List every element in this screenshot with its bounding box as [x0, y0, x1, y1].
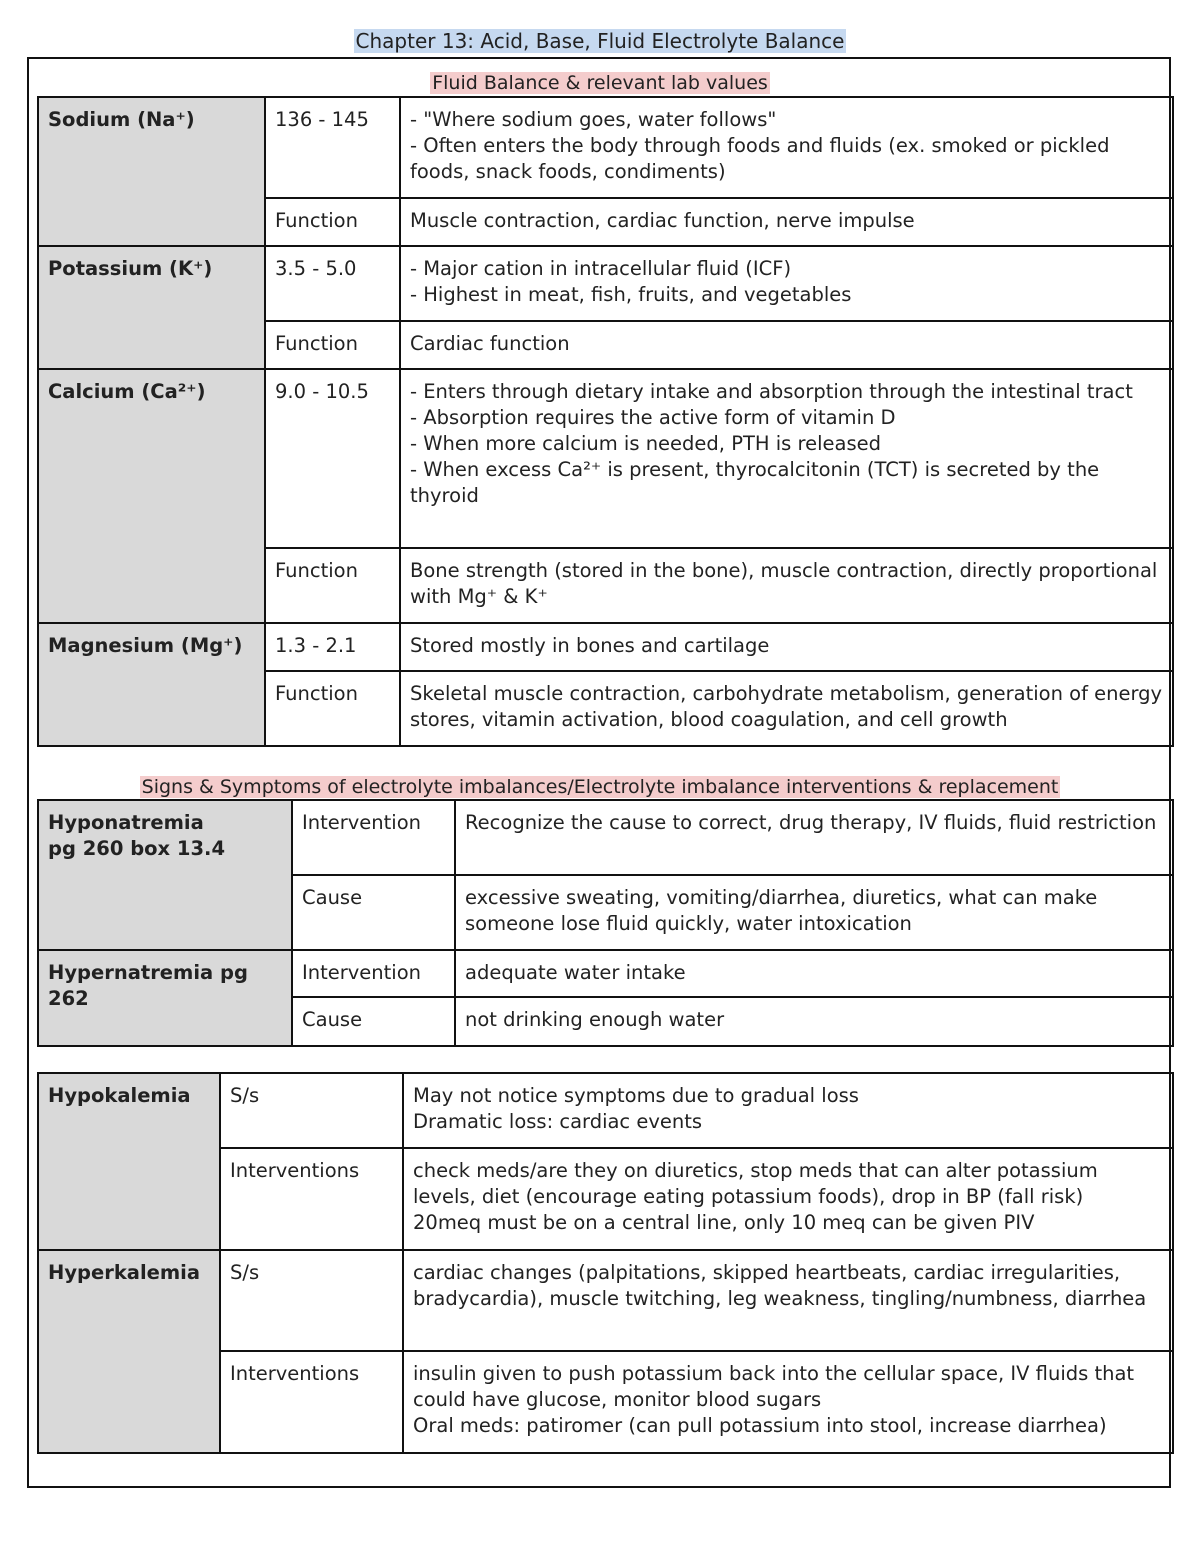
row-label: Cause: [292, 875, 455, 950]
description: - Major cation in intracellular fluid (ICF) - Highest in meat, fish, fruits, and vegetables: [400, 246, 1173, 321]
table-row: [38, 1250, 1173, 1351]
row-label: Intervention: [292, 800, 455, 875]
row-label: S/s: [220, 1073, 403, 1148]
description: - Enters through dietary intake and absorption through the intestinal tract - Absorption requires the active form of vitamin D - When more calcium is needed, PTH is released - When excess Ca²⁺ is present, thyrocalcitonin (TCT) is secreted by the thyroid: [400, 369, 1173, 548]
normal-range: 136 - 145: [265, 97, 400, 198]
condition-name: Hyperkalemia: [38, 1250, 220, 1453]
function-label: Function: [265, 671, 400, 746]
row-label: S/s: [220, 1250, 403, 1351]
function-text: Cardiac function: [400, 321, 1173, 369]
function-label: Function: [265, 321, 400, 369]
table-row: [38, 950, 1173, 997]
function-text: Bone strength (stored in the bone), muscle contraction, directly proportional with Mg⁺ & K⁺: [400, 548, 1173, 623]
electrolyte-name: Calcium (Ca²⁺): [38, 369, 265, 623]
condition-name: Hypokalemia: [38, 1073, 220, 1250]
electrolyte-name: Magnesium (Mg⁺): [38, 623, 265, 746]
description: Stored mostly in bones and cartilage: [400, 623, 1173, 671]
row-text: insulin given to push potassium back into the cellular space, IV fluids that could have glucose, monitor blood sugars Oral meds: patiromer (can pull potassium into stool, increase diarrhea): [403, 1351, 1173, 1453]
fluid-section-title: Fluid Balance & relevant lab values: [432, 72, 768, 94]
potassium-imbalance-table: [37, 1072, 1174, 1454]
condition-name: Hyponatremia pg 260 box 13.4: [38, 800, 292, 950]
row-text: cardiac changes (palpitations, skipped heartbeats, cardiac irregularities, bradycardia), muscle twitching, leg weakness, tingling/numbness, diarrhea: [403, 1250, 1173, 1351]
row-label: Interventions: [220, 1351, 403, 1453]
table-row: [38, 1073, 1173, 1148]
imbalance-section-title: Signs & Symptoms of electrolyte imbalances/Electrolyte imbalance interventions & replacement: [141, 776, 1059, 798]
table-row: [38, 97, 1173, 198]
row-text: not drinking enough water: [455, 997, 1173, 1046]
row-text: adequate water intake: [455, 950, 1173, 997]
row-text: check meds/are they on diuretics, stop meds that can alter potassium levels, diet (encourage eating potassium foods), drop in BP (fall risk) 20meq must be on a central line, only 10 meq can be given PIV: [403, 1148, 1173, 1250]
condition-name: Hypernatremia pg 262: [38, 950, 292, 1046]
row-text: Recognize the cause to correct, drug therapy, IV fluids, fluid restriction: [455, 800, 1173, 875]
normal-range: 1.3 - 2.1: [265, 623, 400, 671]
function-label: Function: [265, 198, 400, 246]
row-text: excessive sweating, vomiting/diarrhea, diuretics, what can make someone lose fluid quickly, water intoxication: [455, 875, 1173, 950]
row-label: Interventions: [220, 1148, 403, 1250]
sodium-imbalance-table: [37, 799, 1174, 1047]
electrolyte-name: Sodium (Na⁺): [38, 97, 265, 246]
function-text: Muscle contraction, cardiac function, nerve impulse: [400, 198, 1173, 246]
electrolyte-name: Potassium (K⁺): [38, 246, 265, 369]
function-label: Function: [265, 548, 400, 623]
normal-range: 9.0 - 10.5: [265, 369, 400, 548]
row-label: Intervention: [292, 950, 455, 997]
table-row: [38, 246, 1173, 321]
table-row: [38, 369, 1173, 548]
fluid-balance-table: [37, 96, 1174, 747]
description: - "Where sodium goes, water follows" - Often enters the body through foods and fluids (ex. smoked or pickled foods, snack foods, condiments): [400, 97, 1173, 198]
row-label: Cause: [292, 997, 455, 1046]
page-title: Chapter 13: Acid, Base, Fluid Electrolyte Balance: [355, 29, 845, 53]
row-text: May not notice symptoms due to gradual loss Dramatic loss: cardiac events: [403, 1073, 1173, 1148]
normal-range: 3.5 - 5.0: [265, 246, 400, 321]
table-row: [38, 800, 1173, 875]
table-row: [38, 623, 1173, 671]
function-text: Skeletal muscle contraction, carbohydrate metabolism, generation of energy stores, vitamin activation, blood coagulation, and cell growth: [400, 671, 1173, 746]
